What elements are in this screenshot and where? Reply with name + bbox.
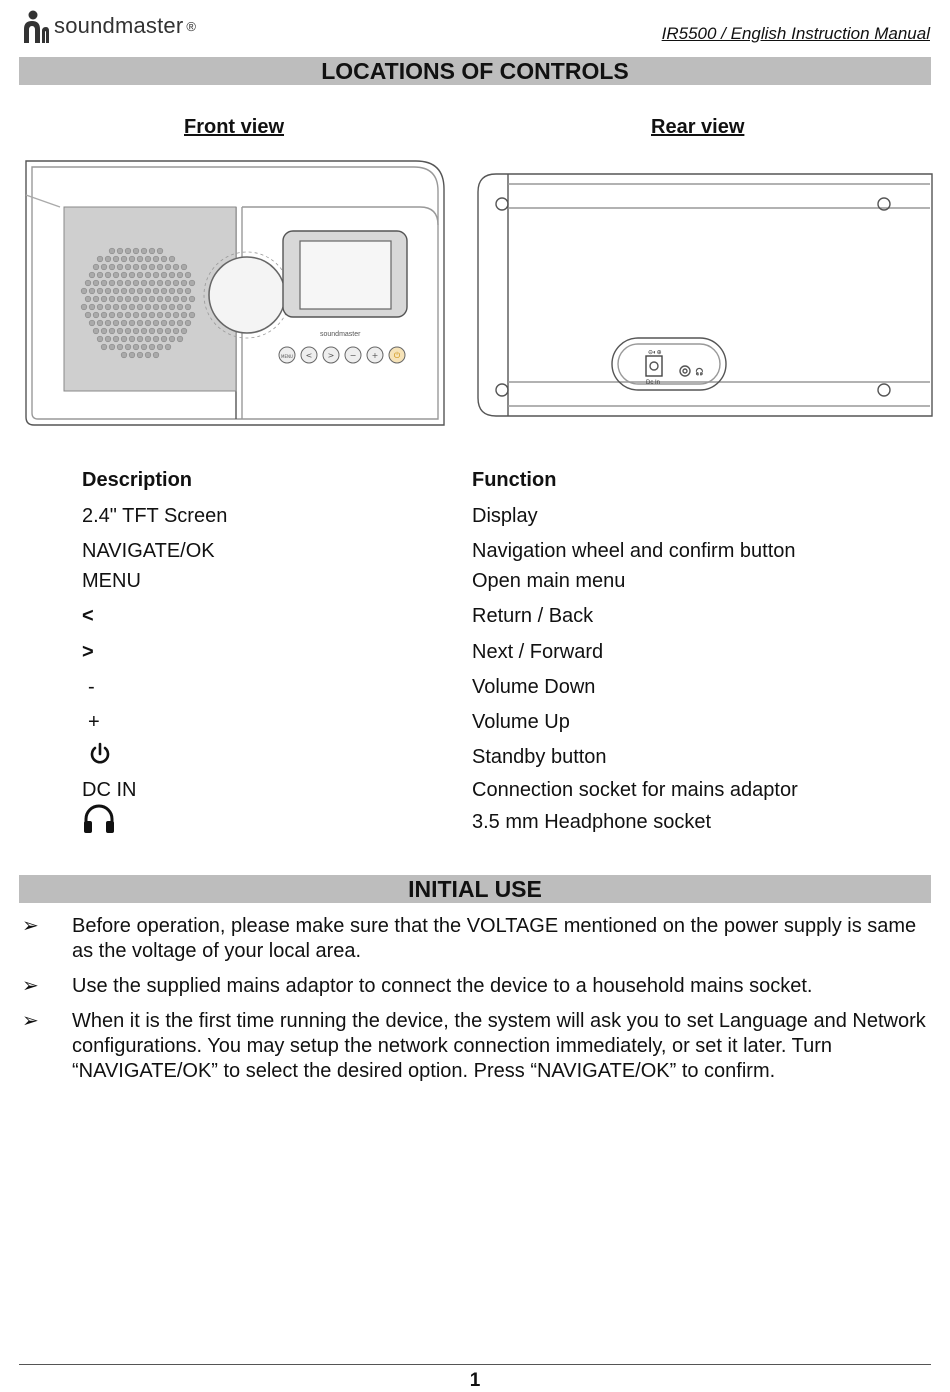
navigate-ok-wheel [209, 257, 285, 333]
controls-table-header [82, 468, 862, 492]
power-icon [88, 742, 112, 766]
list-item: ➢ Use the supplied mains adaptor to connect the device to a household mains socket. [22, 975, 813, 997]
svg-text:🎧: 🎧 [695, 368, 704, 376]
brand-name: soundmaster [54, 13, 184, 38]
page-number: 1 [469, 1370, 481, 1391]
table-row: - Volume Down [88, 675, 596, 698]
front-button-label: + [371, 351, 379, 360]
table-row: > Next / Forward [82, 640, 604, 663]
header-function: Function [472, 468, 557, 491]
table-row: DC IN Connection socket for mains adaptor [82, 778, 798, 801]
tft-screen [300, 241, 391, 309]
dc-in-label: Dc In [646, 380, 661, 386]
svg-text:⊖◐⊕: ⊖◐⊕ [648, 350, 662, 356]
table-row: < Return / Back [82, 604, 594, 627]
table-row: + Volume Up [88, 710, 570, 733]
front-buttons [279, 347, 405, 363]
table-row: Standby button [82, 745, 862, 769]
table-row: MENU Open main menu [82, 569, 626, 592]
list-item: ➢ Before operation, please make sure that the VOLTAGE mentioned on the power supply is same as the voltage of your local area. [22, 915, 917, 962]
rear-view-illustration [474, 170, 934, 420]
bullet-marker: ➢ [22, 975, 39, 997]
brand-logo [22, 8, 196, 44]
front-button-label: > [327, 351, 335, 360]
header-description: Description [82, 468, 193, 491]
front-button-label: < [305, 351, 313, 360]
front-view-label: Front view [184, 116, 285, 138]
section-bar-initial-use [19, 875, 931, 903]
list-item: ➢ When it is the first time running the device, the system will ask you to set Language and Network configurations. You may setup the network connection immediately, or set it later. Turn “NAVIGATE/OK” to select the desired option. Press “NAVIGATE/OK” to confirm. [22, 1010, 926, 1082]
front-brand-text: soundmaster [320, 331, 361, 338]
table-row: 2.4" TFT Screen Display [82, 504, 538, 527]
front-button-label: ⏻ [393, 351, 401, 360]
section-title-initial-use: INITIAL USE [408, 875, 542, 902]
front-button-label: − [349, 351, 357, 360]
table-row: 3.5 mm Headphone socket [82, 810, 862, 834]
manual-title: IR5500 / English Instruction Manual [661, 24, 930, 43]
headphone-icon [82, 804, 116, 834]
soundmaster-logo-icon [22, 9, 50, 43]
footer-divider [19, 1364, 931, 1365]
bullet-marker: ➢ [22, 1010, 39, 1032]
bullet-marker: ➢ [22, 915, 39, 937]
rear-view-label: Rear view [651, 116, 745, 138]
section-title-locations: LOCATIONS OF CONTROLS [321, 57, 629, 84]
table-row: NAVIGATE/OK Navigation wheel and confirm button [82, 539, 796, 562]
section-bar-locations [19, 57, 931, 85]
registered-mark: ® [186, 18, 196, 34]
front-view-illustration [20, 155, 450, 437]
front-button-label: MENU [281, 354, 293, 359]
